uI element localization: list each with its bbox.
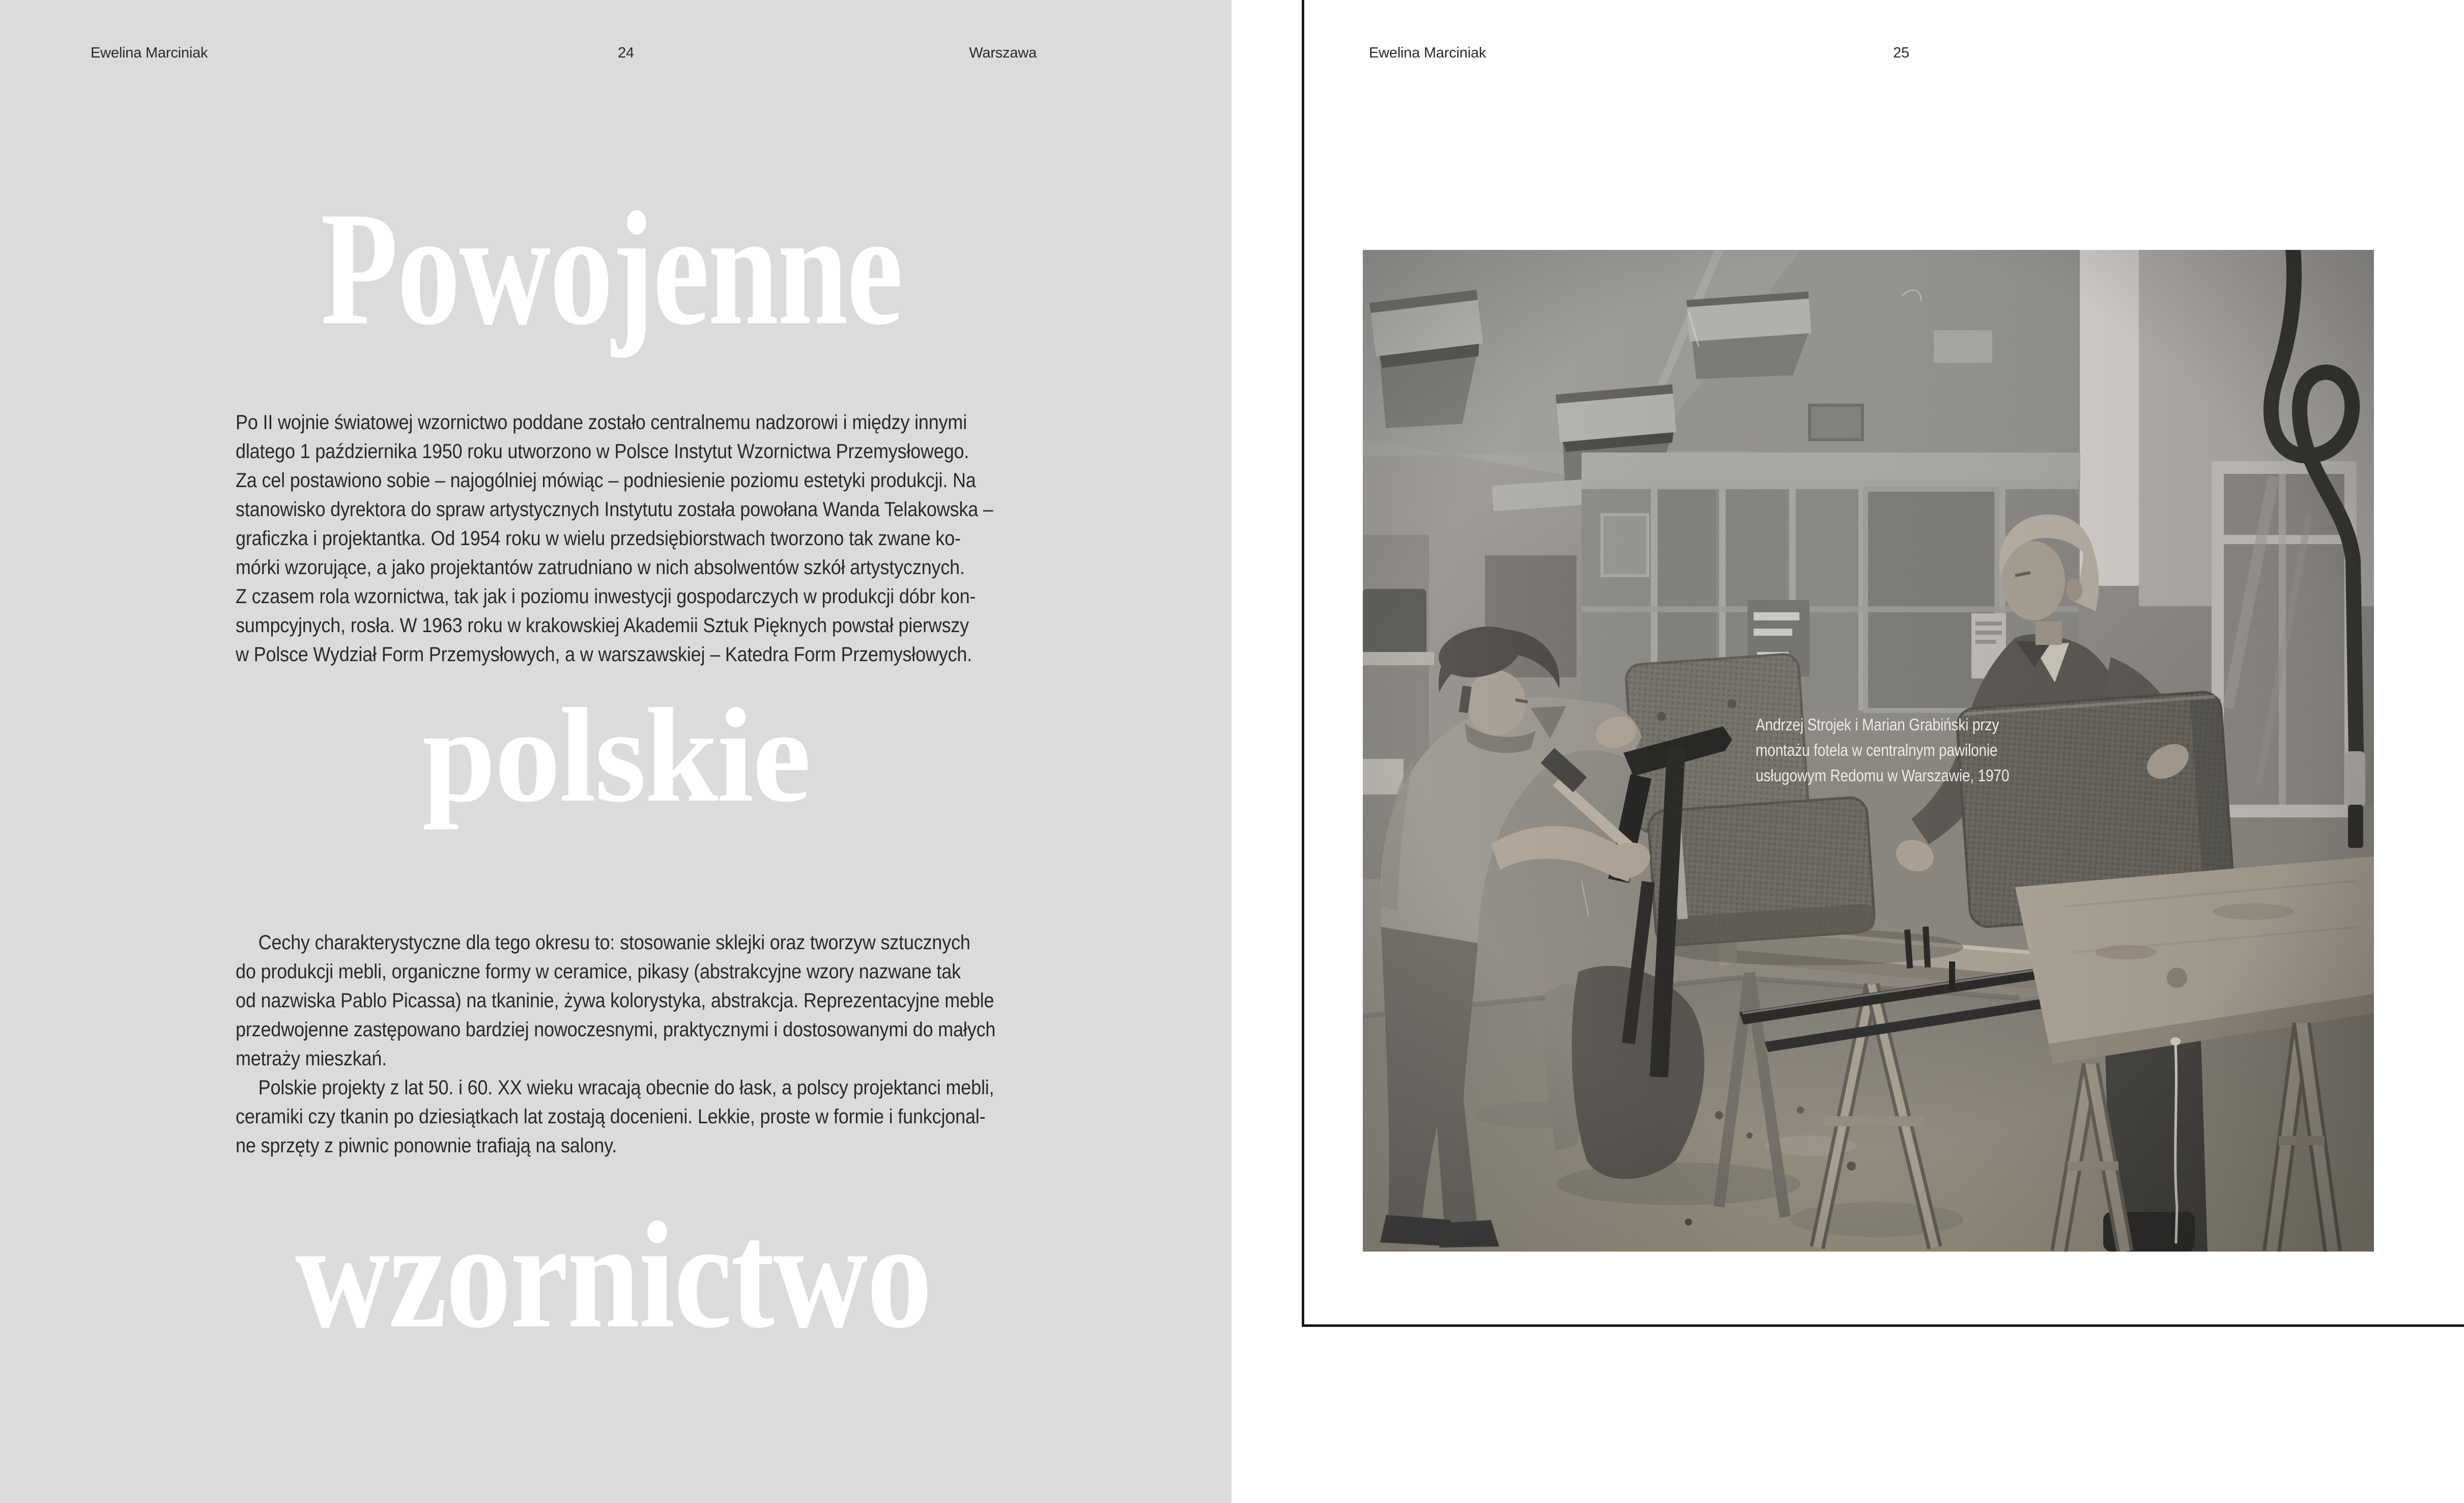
- page-number-right: 25: [1893, 45, 1909, 61]
- text-line: przedwojenne zastępowano bardziej nowoczesnymi, praktycznymi i dostosowanymi do małych: [236, 1018, 996, 1041]
- text-line: ceramiki czy tkanin po dziesiątkach lat zostają docenieni. Lekkie, proste w formie i funkcjonal-: [236, 1105, 986, 1128]
- running-header-author-left: Ewelina Marciniak: [91, 45, 208, 61]
- text-line: do produkcji mebli, organiczne formy w ceramice, pikasy (abstrakcyjne wzory nazwane tak: [236, 960, 961, 983]
- photo-caption: [1756, 712, 2009, 788]
- text-line: Cechy charakterystyczne dla tego okresu to: stosowanie sklejki oraz tworzyw sztucznych: [236, 931, 970, 954]
- text-line: Za cel postawiono sobie – najogólniej mówiąc – podniesienie poziomu estetyki produkcji. Na: [236, 469, 976, 492]
- text-line: od nazwiska Pablo Picassa) na tkaninie, żywa kolorystyka, abstrakcja. Reprezentacyjne meble: [236, 989, 994, 1012]
- running-header-section: Warszawa: [969, 45, 1037, 61]
- text-line: usługowym Redomu w Warszawie, 1970: [1756, 766, 2010, 785]
- text-line: montażu fotela w centralnym pawilonie: [1756, 741, 1998, 759]
- display-title-wzornictwo: wzornictwo: [295, 1190, 931, 1359]
- running-header-author-right: Ewelina Marciniak: [1369, 45, 1486, 61]
- paragraph-2: [236, 928, 995, 1160]
- text-line: stanowisko dyrektora do spraw artystycznych Instytutu została powołana Wanda Telakowska –: [236, 498, 993, 521]
- page-left: [0, 0, 1231, 1503]
- display-title-polskie: polskie: [422, 681, 810, 830]
- paragraph-1: [236, 408, 993, 669]
- text-line: sumpcyjnych, rosła. W 1963 roku w krakowskiej Akademii Sztuk Pięknych powstał pierwszy: [236, 614, 969, 637]
- page-number-left: 24: [618, 45, 634, 61]
- text-line: Polskie projekty z lat 50. i 60. XX wieku wracają obecnie do łask, a polscy projektanci mebli,: [236, 1076, 994, 1099]
- display-title-powojenne: Powojenne: [321, 179, 902, 359]
- text-line: w Polsce Wydział Form Przemysłowych, a w warszawskiej – Katedra Form Przemysłowych.: [236, 643, 972, 666]
- text-line: Po II wojnie światowej wzornictwo poddane zostało centralnemu nadzorowi i między innymi: [236, 411, 967, 434]
- text-line: metraży mieszkań.: [236, 1047, 387, 1070]
- text-line: mórki wzorujące, a jako projektantów zatrudniano w nich absolwentów szkół artystycznych.: [236, 556, 965, 579]
- text-line: Z czasem rola wzornictwa, tak jak i poziomu inwestycji gospodarczych w produkcji dóbr kon-: [236, 585, 976, 608]
- text-line: Andrzej Strojek i Marian Grabiński przy: [1756, 715, 1999, 734]
- text-line: ne sprzęty z piwnic ponownie trafiają na salony.: [236, 1135, 617, 1157]
- text-line: graficzka i projektantka. Od 1954 roku w wielu przedsiębiorstwach tworzono tak zwane ko-: [236, 527, 961, 550]
- text-line: dlatego 1 października 1950 roku utworzono w Polsce Instytut Wzornictwa Przemysłowego.: [236, 440, 969, 463]
- workshop-photograph: [1363, 250, 2374, 1252]
